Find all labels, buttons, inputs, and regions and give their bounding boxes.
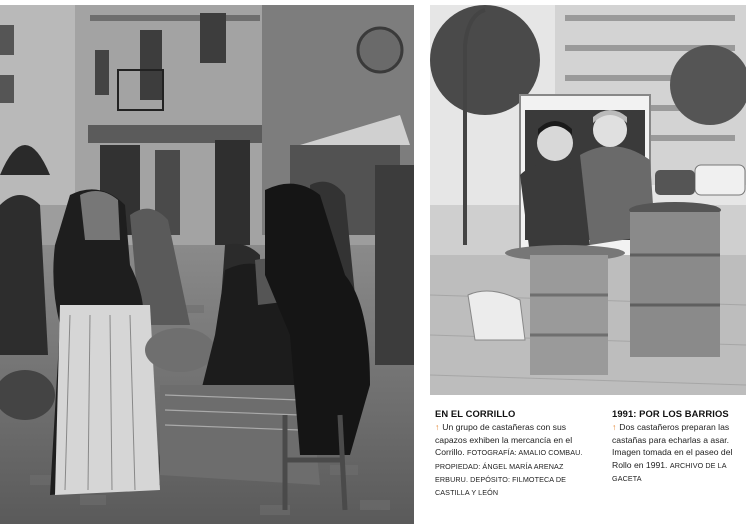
caption-text: Un grupo de castañeras con sus capazos exhiben la mercancía en el Corrillo. [435,422,573,458]
caption-body [612,421,742,485]
arrow-up-icon: ↑ [612,422,617,433]
caption-por-los-barrios [612,408,742,485]
caption-text: Dos castañeros preparan las castañas para echarlas a asar. Imagen tomada en el paseo del Rollo en 1991. [612,422,733,470]
caption-body [435,421,597,499]
historical-photo-castaneras [0,5,414,524]
caption-en-el-corrillo [435,408,597,500]
caption-credit: FOTOGRAFÍA: AMALIO COMBAU. PROPIEDAD: ÁNGEL MARÍA ARENAZ ERBURU. DEPÓSITO: FILMOTECA DE CASTILLA Y LEÓN [435,448,583,498]
photo-castaneros-1991 [430,5,746,395]
caption-title: 1991: POR LOS BARRIOS [612,408,729,419]
caption-title: EN EL CORRILLO [435,408,516,419]
arrow-up-icon: ↑ [435,422,440,433]
caption-credit: ARCHIVO DE LA GACETA [612,460,727,484]
